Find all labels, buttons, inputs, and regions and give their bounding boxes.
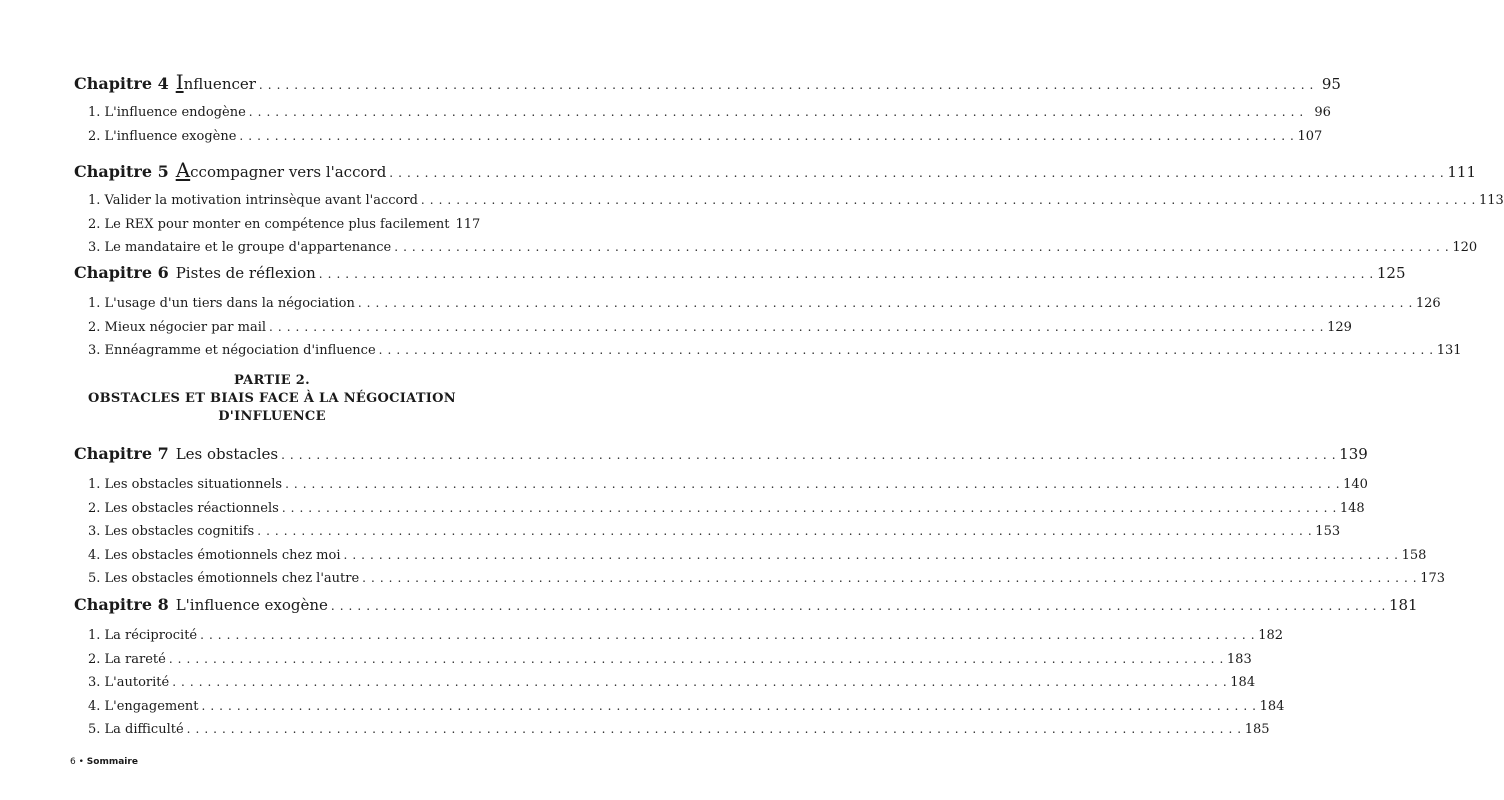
- section-entry[interactable]: [88, 673, 1256, 692]
- section-title: 4. L'engagement: [88, 698, 199, 714]
- dot-leader: . . . . . . . . . . . . . . . . . . . . . . . . . . . . . . . . . . . . . . . . . . . . . . . . . . . . . . . . . . . . . . . . . . . . . . . . . . . . . . . . . . . . . . . . . . . . . . . . . . . . . . . . . . . . . . . . . . . . . . . .: [389, 166, 1445, 180]
- section-title: 2. L'influence exogène: [88, 128, 237, 144]
- section-entry[interactable]: [88, 546, 1427, 565]
- chapter-entry[interactable]: [74, 595, 1418, 616]
- dot-leader: . . . . . . . . . . . . . . . . . . . . . . . . . . . . . . . . . . . . . . . . . . . . . . . . . . . . . . . . . . . . . . . . . . . . . . . . . . . . . . . . . . . . . . . . . . . . . . . . . . . . . . . . . . . . . . . . . . . . . . . .: [378, 343, 1434, 357]
- chapter-page-number: 181: [1388, 596, 1418, 614]
- section-page-number: 185: [1244, 722, 1270, 737]
- section-page-number: 120: [1452, 240, 1478, 255]
- dot-leader: . . . . . . . . . . . . . . . . . . . . . . . . . . . . . . . . . . . . . . . . . . . . . . . . . . . . . . . . . . . . . . . . . . . . . . . . . . . . . . . . . . . . . . . . . . . . . . . . . . . . . . . . . . . . . . . . . . . . . . . .: [330, 599, 1386, 613]
- chapter-title: [176, 263, 316, 283]
- section-page-number: 183: [1226, 651, 1252, 667]
- section-entry[interactable]: [88, 499, 1365, 518]
- dot-leader: . . . . . . . . . . . . . . . . . . . . . . . . . . . . . . . . . . . . . . . . . . . . . . . . . . . . . . . . . . . . . . . . . . . . . . . . . . . . . . . . . . . . . . . . . . . . . . . . . . . . . . . . . . . . . . . . . . . . . . . .: [343, 547, 1399, 562]
- section-entry[interactable]: [88, 215, 481, 234]
- part-heading: [74, 372, 470, 426]
- dot-leader: . . . . . . . . . . . . . . . . . . . . . . . . . . . . . . . . . . . . . . . . . . . . . . . . . . . . . . . . . . . . . . . . . . . . . . . . . . . . . . . . . . . . . . . . . . . . . . . . . . . . . . . . . . . . . . . . . . . . . . . .: [186, 722, 1242, 736]
- chapter-number: Chapitre 6: [74, 263, 169, 282]
- section-title: 1. Valider la motivation intrinsèque avant l'accord: [88, 193, 418, 208]
- chapter-page-number: 125: [1376, 264, 1406, 282]
- chapter-entry[interactable]: [74, 444, 1368, 465]
- chapter-title-initial: I: [175, 70, 184, 94]
- chapter-page-number: 95: [1321, 75, 1341, 93]
- section-entry[interactable]: [88, 650, 1252, 669]
- section-entry[interactable]: [88, 697, 1285, 716]
- page-footer: [70, 757, 138, 767]
- chapter-number: Chapitre 5: [74, 162, 169, 181]
- section-entry[interactable]: [88, 720, 1270, 739]
- chapter-number: Chapitre 4: [74, 74, 169, 93]
- dot-leader: . . . . . . . . . . . . . . . . . . . . . . . . . . . . . . . . . . . . . . . . . . . . . . . . . . . . . . . . . . . . . . . . . . . . . . . . . . . . . . . . . . . . . . . . . . . . . . . . . . . . . . . . . . . . . . . . . . . . . . . .: [257, 524, 1313, 538]
- section-entry[interactable]: [88, 238, 1478, 257]
- chapter-title: [176, 444, 278, 464]
- footer-page-number: 6: [70, 757, 76, 767]
- section-page-number: 107: [1297, 128, 1323, 144]
- dot-leader: . . . . . . . . . . . . . . . . . . . . . . . . . . . . . . . . . . . . . . . . . . . . . . . . . . . . . . . . . . . . . . . . . . . . . . . . . . . . . . . . . . . . . . . . . . . . . . . . . . . . . . . . . . . . . . . . . . . . . . . .: [420, 193, 1476, 207]
- section-title: 3. Le mandataire et le groupe d'appartenance: [88, 240, 392, 255]
- section-title: 2. La rareté: [88, 651, 166, 667]
- chapter-title: [176, 72, 256, 94]
- section-page-number: 173: [1420, 571, 1446, 586]
- dot-leader: . . . . . . . . . . . . . . . . . . . . . . . . . . . . . . . . . . . . . . . . . . . . . . . . . . . . . . . . . . . . . . . . . . . . . . . . . . . . . . . . . . . . . . . . . . . . . . . . . . . . . . . . . . . . . . . . . . . . . . . .: [281, 500, 1337, 515]
- section-entry[interactable]: [88, 475, 1368, 494]
- section-entry[interactable]: [88, 626, 1284, 645]
- section-page-number: 153: [1315, 524, 1341, 539]
- section-page-number: 96: [1314, 105, 1331, 120]
- section-entry[interactable]: [88, 341, 1462, 360]
- chapter-number: Chapitre 8: [74, 595, 169, 614]
- section-page-number: 131: [1436, 343, 1462, 358]
- section-page-number: 184: [1230, 675, 1256, 690]
- part-title-line-2: D'INFLUENCE: [218, 409, 326, 424]
- chapter-entry[interactable]: [74, 263, 1406, 284]
- section-title: 5. La difficulté: [88, 722, 184, 737]
- dot-leader: . . . . . . . . . . . . . . . . . . . . . . . . . . . . . . . . . . . . . . . . . . . . . . . . . . . . . . . . . . . . . . . . . . . . . . . . . . . . . . . . . . . . . . . . . . . . . . . . . . . . . . . . . . . . . . . . . . . . . . . .: [258, 78, 1314, 92]
- section-entry[interactable]: [88, 127, 1323, 146]
- section-title: 5. Les obstacles émotionnels chez l'autre: [88, 571, 360, 586]
- chapter-title-text: Pistes de réflexion: [175, 264, 316, 282]
- dot-leader: . . . . . . . . . . . . . . . . . . . . . . . . . . . . . . . . . . . . . . . . . . . . . . . . . . . . . . . . . . . . . . . . . . . . . . . . . . . . . . . . . . . . . . . . . . . . . . . . . . . . . . . . . . . . . . . . . . . . . . . .: [357, 296, 1413, 310]
- chapter-title-text: nfluencer: [183, 75, 256, 93]
- chapter-number: Chapitre 7: [74, 444, 169, 463]
- section-page-number: 184: [1259, 698, 1285, 714]
- section-title: 3. Les obstacles cognitifs: [88, 524, 255, 539]
- section-entry[interactable]: [88, 569, 1446, 588]
- section-entry[interactable]: [88, 294, 1441, 313]
- dot-leader: . . . . . . . . . . . . . . . . . . . . . . . . . . . . . . . . . . . . . . . . . . . . . . . . . . . . . . . . . . . . . . . . . . . . . . . . . . . . . . . . . . . . . . . . . . . . . . . . . . . . . . . . . . . . . . . . . . . . . . . .: [269, 319, 1325, 334]
- chapter-title: [176, 595, 328, 615]
- dot-leader: . . . . . . . . . . . . . . . . . . . . . . . . . . . . . . . . . . . . . . . . . . . . . . . . . . . . . . . . . . . . . . . . . . . . . . . . . . . . . . . . . . . . . . . . . . . . . . . . . . . . . . . . . . . . . . . . . . . . . . . .: [281, 448, 1337, 462]
- section-title: 4. Les obstacles émotionnels chez moi: [88, 547, 341, 563]
- dot-leader: . . . . . . . . . . . . . . . . . . . . . . . . . . . . . . . . . . . . . . . . . . . . . . . . . . . . . . . . . . . . . . . . . . . . . . . . . . . . . . . . . . . . . . . . . . . . . . . . . . . . . . . . . . . . . . . . . . . . . . . .: [172, 675, 1228, 689]
- chapter-page-number: 111: [1447, 163, 1476, 181]
- chapter-title: [176, 160, 387, 182]
- chapter-entry[interactable]: [74, 70, 1341, 95]
- dot-leader: . . . . . . . . . . . . . . . . . . . . . . . . . . . . . . . . . . . . . . . . . . . . . . . . . . . . . . . . . . . . . . . . . . . . . . . . . . . . . . . . . . . . . . . . . . . . . . . . . . . . . . . . . . . . . . . . . . . . . . . .: [318, 267, 1374, 281]
- dot-leader: . . . . . . . . . . . . . . . . . . . . . . . . . . . . . . . . . . . . . . . . . . . . . . . . . . . . . . . . . . . . . . . . . . . . . . . . . . . . . . . . . . . . . . . . . . . . . . . . . . . . . . . . . . . . . . . . . . . . . . . .: [201, 698, 1257, 713]
- chapter-title-text: ccompagner vers l'accord: [190, 163, 387, 181]
- chapter-title-text: L'influence exogène: [175, 596, 328, 614]
- section-page-number: 148: [1339, 500, 1365, 516]
- section-title: 3. L'autorité: [88, 675, 170, 690]
- section-page-number: 117: [455, 216, 481, 232]
- footer-bullet: •: [78, 757, 84, 767]
- section-page-number: 113: [1478, 193, 1504, 208]
- chapter-title-initial: A: [175, 158, 191, 182]
- section-entry[interactable]: [88, 191, 1504, 210]
- footer-label: Sommaire: [86, 757, 138, 767]
- part-title-line-1: OBSTACLES ET BIAIS FACE À LA NÉGOCIATION: [87, 391, 456, 406]
- dot-leader: . . . . . . . . . . . . . . . . . . . . . . . . . . . . . . . . . . . . . . . . . . . . . . . . . . . . . . . . . . . . . . . . . . . . . . . . . . . . . . . . . . . . . . . . . . . . . . . . . . . . . . . . . . . . . . . . . . . . . . . .: [248, 105, 1304, 119]
- section-page-number: 126: [1415, 296, 1441, 311]
- dot-leader: . . . . . . . . . . . . . . . . . . . . . . . . . . . . . . . . . . . . . . . . . . . . . . . . . . . . . . . . . . . . . . . . . . . . . . . . . . . . . . . . . . . . . . . . . . . . . . . . . . . . . . . . . . . . . . . . . . . . . . . .: [285, 477, 1341, 491]
- section-title: 2. Les obstacles réactionnels: [88, 500, 279, 516]
- section-title: 1. La réciprocité: [88, 628, 198, 643]
- section-title: 3. Ennéagramme et négociation d'influence: [88, 343, 376, 358]
- part-number: PARTIE 2.: [234, 373, 310, 388]
- chapter-title-text: Les obstacles: [175, 445, 279, 463]
- section-page-number: 158: [1401, 547, 1427, 563]
- section-title: 2. Le REX pour monter en compétence plus facilement: [88, 216, 450, 232]
- section-title: 1. Les obstacles situationnels: [88, 477, 283, 492]
- dot-leader: . . . . . . . . . . . . . . . . . . . . . . . . . . . . . . . . . . . . . . . . . . . . . . . . . . . . . . . . . . . . . . . . . . . . . . . . . . . . . . . . . . . . . . . . . . . . . . . . . . . . . . . . . . . . . . . . . . . . . . . .: [239, 128, 1295, 143]
- dot-leader: . . . . . . . . . . . . . . . . . . . . . . . . . . . . . . . . . . . . . . . . . . . . . . . . . . . . . . . . . . . . . . . . . . . . . . . . . . . . . . . . . . . . . . . . . . . . . . . . . . . . . . . . . . . . . . . . . . . . . . . .: [362, 571, 1418, 585]
- section-entry[interactable]: [88, 103, 1331, 122]
- section-title: 2. Mieux négocier par mail: [88, 319, 267, 335]
- chapter-page-number: 139: [1339, 445, 1368, 463]
- section-title: 1. L'influence endogène: [88, 105, 246, 120]
- dot-leader: . . . . . . . . . . . . . . . . . . . . . . . . . . . . . . . . . . . . . . . . . . . . . . . . . . . . . . . . . . . . . . . . . . . . . . . . . . . . . . . . . . . . . . . . . . . . . . . . . . . . . . . . . . . . . . . . . . . . . . . .: [168, 651, 1224, 666]
- section-entry[interactable]: [88, 522, 1341, 541]
- chapter-entry[interactable]: [74, 158, 1476, 183]
- section-page-number: 182: [1258, 628, 1284, 643]
- dot-leader: . . . . . . . . . . . . . . . . . . . . . . . . . . . . . . . . . . . . . . . . . . . . . . . . . . . . . . . . . . . . . . . . . . . . . . . . . . . . . . . . . . . . . . . . . . . . . . . . . . . . . . . . . . . . . . . . . . . . . . . .: [200, 628, 1256, 642]
- section-page-number: 129: [1327, 319, 1352, 335]
- dot-leader: . . . . . . . . . . . . . . . . . . . . . . . . . . . . . . . . . . . . . . . . . . . . . . . . . . . . . . . . . . . . . . . . . . . . . . . . . . . . . . . . . . . . . . . . . . . . . . . . . . . . . . . . . . . . . . . . . . . . . . . .: [394, 240, 1450, 254]
- section-title: 1. L'usage d'un tiers dans la négociation: [88, 296, 355, 311]
- section-entry[interactable]: [88, 318, 1352, 337]
- section-page-number: 140: [1343, 477, 1368, 492]
